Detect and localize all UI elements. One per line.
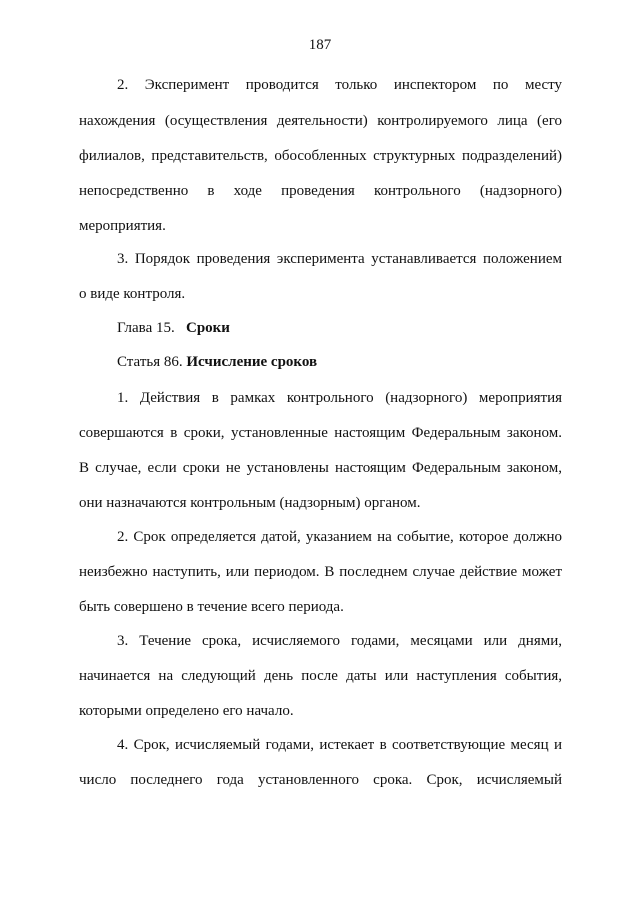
paragraph-line: число последнего года установленного срока. Срок, исчисляемый	[79, 772, 562, 788]
paragraph-line: нахождения (осуществления деятельности) контролируемого лица (его	[79, 113, 562, 129]
paragraph-line: 2. Эксперимент проводится только инспектором по месту	[117, 77, 562, 93]
chapter-heading	[117, 318, 230, 338]
paragraph-line: быть совершено в течение всего периода.	[79, 599, 344, 615]
paragraph-line: непосредственно в ходе проведения контрольного (надзорного)	[79, 183, 562, 199]
page-number: 187	[308, 37, 332, 53]
article-title: Исчисление сроков	[186, 354, 318, 370]
paragraph-line: мероприятия.	[79, 218, 166, 234]
paragraph-line: В случае, если сроки не установлены настоящим Федеральным законом,	[79, 460, 562, 476]
chapter-title: Сроки	[185, 320, 230, 336]
paragraph-line: 2. Срок определяется датой, указанием на событие, которое должно	[117, 529, 562, 545]
article-label: Статья 86.	[117, 354, 183, 370]
paragraph-line: о виде контроля.	[79, 286, 186, 302]
paragraph-line: совершаются в сроки, установленные настоящим Федеральным законом.	[79, 425, 562, 441]
paragraph-line: начинается на следующий день после даты или наступления события,	[79, 668, 562, 684]
paragraph-line: филиалов, представительств, обособленных структурных подразделений)	[79, 148, 562, 164]
paragraph-line: 3. Течение срока, исчисляемого годами, месяцами или днями,	[117, 633, 562, 649]
paragraph-line: 3. Порядок проведения эксперимента устанавливается положением	[117, 251, 562, 267]
paragraph-line: 4. Срок, исчисляемый годами, истекает в соответствующие месяц и	[117, 737, 562, 753]
article-heading	[117, 352, 317, 372]
chapter-label: Глава 15.	[117, 320, 175, 336]
paragraph-line: 1. Действия в рамках контрольного (надзорного) мероприятия	[117, 390, 562, 406]
paragraph-line: которыми определено его начало.	[79, 703, 294, 719]
paragraph-line: они назначаются контрольным (надзорным) органом.	[79, 495, 421, 511]
paragraph-line: неизбежно наступить, или периодом. В последнем случае действие может	[79, 564, 562, 580]
